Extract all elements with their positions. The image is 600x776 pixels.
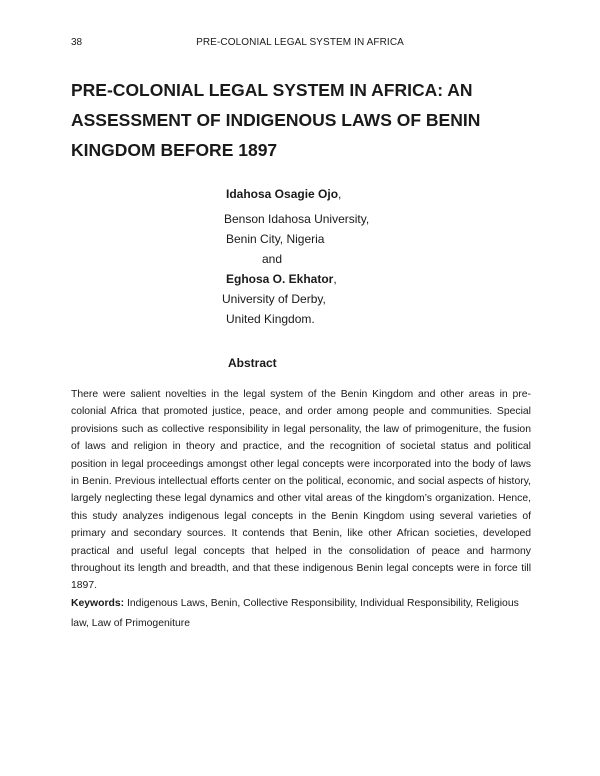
keywords: [71, 594, 531, 634]
author-conjunction: and: [262, 252, 283, 266]
title-line-2: ASSESSMENT OF INDIGENOUS LAWS OF BENIN: [71, 110, 481, 130]
author-1-name: Idahosa Osagie Ojo: [226, 187, 339, 201]
abstract-body: There were salient novelties in the legal system of the Benin Kingdom and other areas in pre-colonial Africa that promoted justice, peace, and order among people and communities. Special provisions such as collective responsibility in legal personality, the law of primogeniture, the fusion of laws and religion in theory and practice, and the recognition of societal status and political position in legal proceedings amongst other legal concepts were incorporated into the body of laws in Benin. Previous intellectual efforts center on the political, economic, and social aspects of history, largely neglecting these legal dynamics and other vital areas of the kingdom’s organization. Hence, this study analyzes indigenous legal concepts in the Benin Kingdom using several varieties of primary and secondary sources. It contends that Benin, like other African societies, developed practical and useful legal concepts that helped in the consolidation of peace and harmony throughout its length and breadth, and that these indigenous Benin legal concepts were in force till 1897.: [71, 389, 531, 592]
title-line-3: KINGDOM BEFORE 1897: [71, 140, 278, 160]
running-head: PRE-COLONIAL LEGAL SYSTEM IN AFRICA: [196, 37, 404, 48]
author-2-affiliation-1: University of Derby,: [222, 292, 326, 306]
author-1-comma: ,: [338, 187, 342, 201]
author-2-name: Eghosa O. Ekhator: [226, 272, 334, 286]
author-2: [226, 272, 337, 286]
author-1-affiliation-1: Benson Idahosa University,: [224, 212, 370, 226]
author-2-affiliation-2: United Kingdom.: [226, 312, 315, 326]
abstract-heading: Abstract: [228, 356, 277, 370]
title-line-1: PRE-COLONIAL LEGAL SYSTEM IN AFRICA: AN: [71, 80, 473, 100]
page-number: 38: [71, 37, 83, 48]
paper-title: [71, 75, 541, 165]
keywords-label: Keywords:: [71, 598, 125, 609]
author-1: [226, 187, 341, 201]
keywords-text: Indigenous Laws, Benin, Collective Responsibility, Individual Responsibility, Religious law, Law of Primogeniture: [71, 598, 519, 629]
author-2-comma: ,: [333, 272, 337, 286]
author-1-affiliation-2: Benin City, Nigeria: [226, 232, 325, 246]
